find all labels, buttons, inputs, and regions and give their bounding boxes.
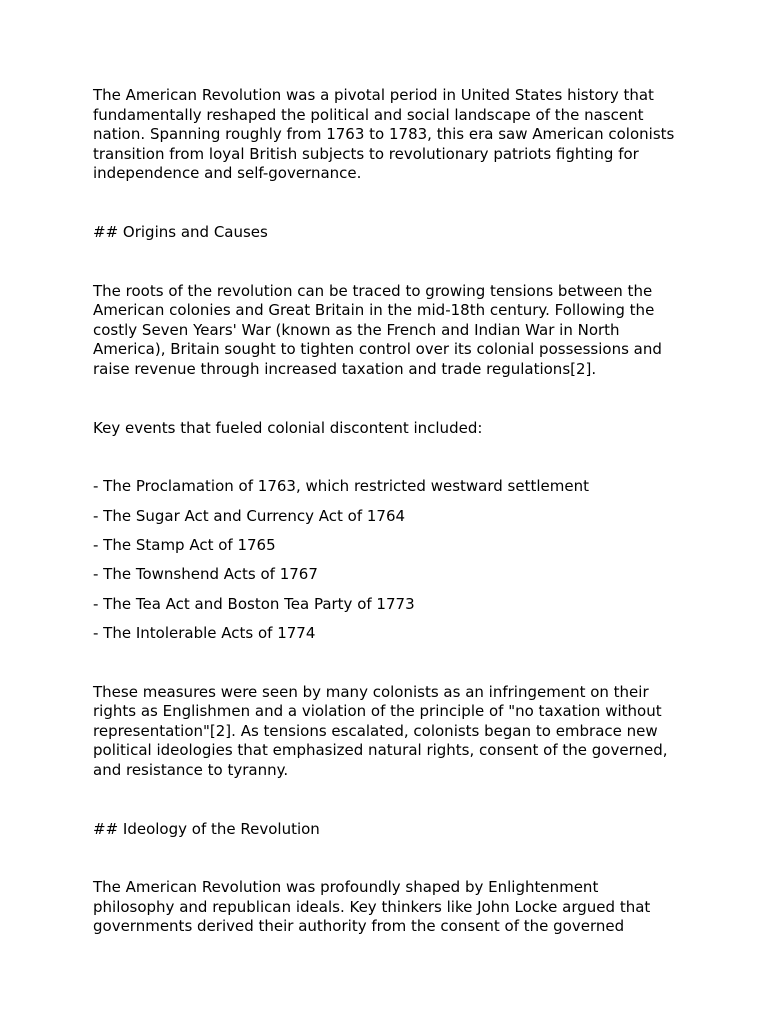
section-heading-ideology: ## Ideology of the Revolution xyxy=(93,819,320,838)
list-item: - The Sugar Act and Currency Act of 1764 xyxy=(93,506,406,525)
measures-paragraph: These measures were seen by many colonists as an infringement on their rights as Englishmen and a violation of the principle of "no taxation without representation"[2]. As tensions escalated, colonists began to embrace new political ideologies that emphasized natural rights, consent of the governed, and resistance to tyranny. xyxy=(93,682,668,780)
ideology-paragraph: The American Revolution was profoundly shaped by Enlightenment philosophy and republican ideals. Key thinkers like John Locke argued that governments derived their authority from the consent of the governed xyxy=(93,878,651,936)
list-item: - The Proclamation of 1763, which restricted westward settlement xyxy=(93,477,589,496)
key-events-list xyxy=(93,477,683,644)
origins-paragraph: The roots of the revolution can be traced to growing tensions between the American colonies and Great Britain in the mid-18th century. Following the costly Seven Years' War (known as the French and Indian War in North America), Britain sought to tighten control over its colonial possessions and raise revenue through increased taxation and trade regulations[2]. xyxy=(93,281,662,378)
list-item: - The Townshend Acts of 1767 xyxy=(93,565,318,584)
list-item: - The Intolerable Acts of 1774 xyxy=(93,624,316,643)
list-item: - The Tea Act and Boston Tea Party of 1773 xyxy=(93,594,415,613)
intro-paragraph: The American Revolution was a pivotal period in United States history that fundamentally reshaped the political and social landscape of the nascent nation. Spanning roughly from 1763 to 1783, this era saw American colonists transition from loyal British subjects to revolutionary patriots fighting for independence and self-governance. xyxy=(93,86,675,183)
section-heading-origins: ## Origins and Causes xyxy=(93,222,268,241)
list-item: - The Stamp Act of 1765 xyxy=(93,535,276,554)
key-events-lead: Key events that fueled colonial discontent included: xyxy=(93,418,483,437)
document-page xyxy=(93,86,683,976)
